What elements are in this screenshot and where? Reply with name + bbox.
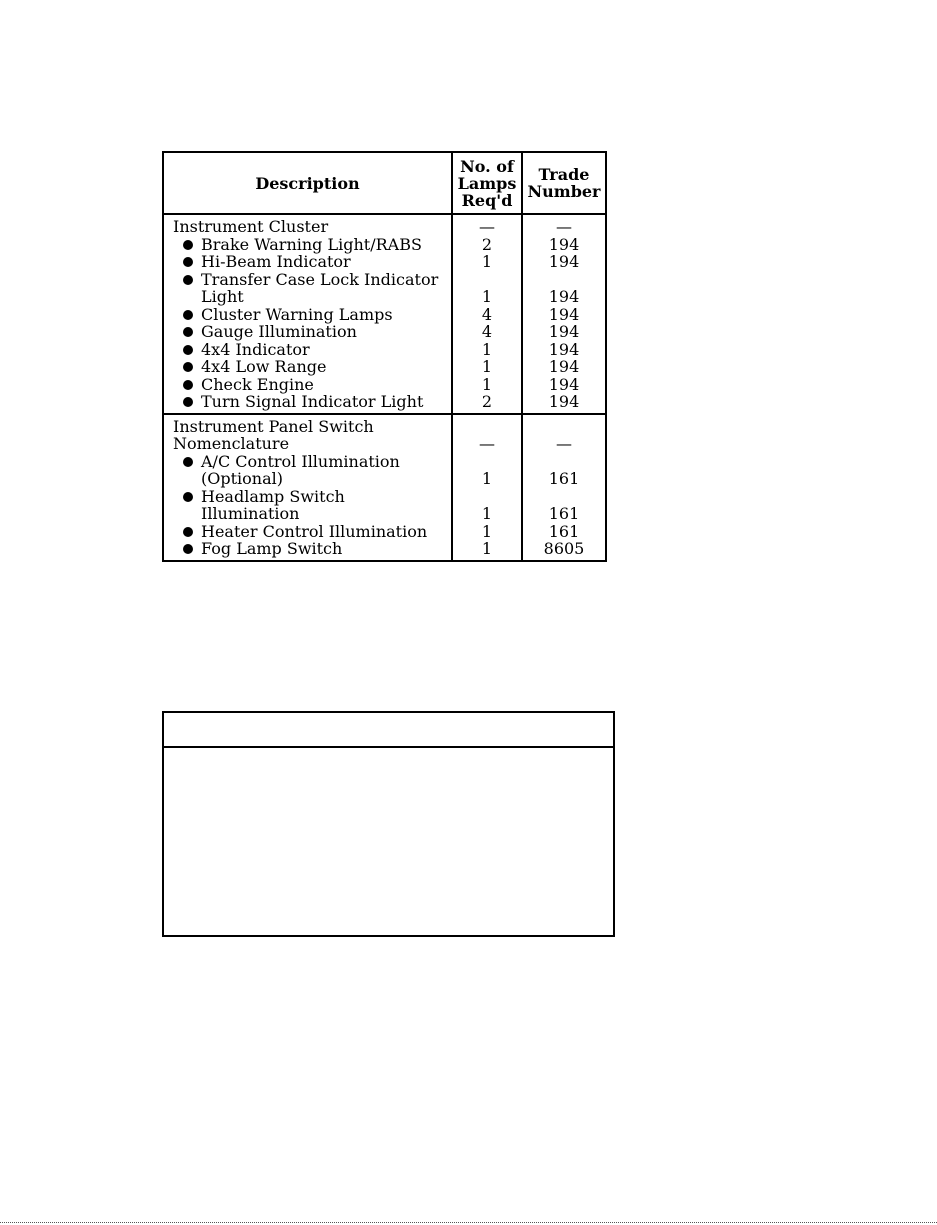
description-column <box>164 215 451 413</box>
row-trade-number: 194 <box>548 252 580 271</box>
row-lamps-required: 1 <box>481 469 493 488</box>
row-lamps-required: 1 <box>481 357 493 376</box>
empty-box-header <box>164 713 613 748</box>
page-edge-divider <box>0 1222 937 1223</box>
lamps-required-column <box>451 415 521 560</box>
lamps-required-column <box>451 215 521 413</box>
trade-number-column <box>521 415 605 560</box>
row-lamps-required: 1 <box>481 539 493 558</box>
row-lamps-required: 1 <box>481 287 493 306</box>
row-trade-number: 8605 <box>543 539 585 558</box>
row-spacer <box>453 271 521 289</box>
bullet-icon <box>183 457 193 467</box>
row-trade-number: — <box>556 217 572 236</box>
table-header <box>164 153 605 215</box>
row-description-text: Nomenclature <box>173 434 290 453</box>
row-spacer <box>453 488 521 506</box>
row-description <box>164 470 451 488</box>
header-lamps-required: No. of Lamps Req'd <box>451 153 521 213</box>
row-description-text: Headlamp Switch <box>201 486 345 506</box>
row-spacer <box>523 418 605 436</box>
row-spacer <box>523 271 605 289</box>
row-description <box>164 323 451 341</box>
row-description <box>164 236 451 254</box>
empty-box <box>162 711 615 937</box>
bullet-icon <box>183 362 193 372</box>
row-description <box>164 306 451 324</box>
row-trade-number: 194 <box>548 322 580 341</box>
row-description-text: Cluster Warning Lamps <box>201 304 393 324</box>
row-trade-number: — <box>556 434 572 453</box>
row-description-text: 4x4 Low Range <box>201 357 327 376</box>
row-description <box>164 418 451 436</box>
row-description <box>164 218 451 236</box>
bullet-icon <box>183 380 193 390</box>
row-spacer <box>523 488 605 506</box>
row-description-text: Instrument Cluster <box>173 217 329 236</box>
row-description-text: Check Engine <box>201 374 314 394</box>
bullet-icon <box>183 397 193 407</box>
row-description <box>164 453 451 471</box>
row-trade-number: 194 <box>548 339 580 359</box>
row-description-text: 4x4 Indicator <box>201 339 310 359</box>
row-description <box>164 488 451 506</box>
bullet-icon <box>183 527 193 537</box>
row-description-text: Heater Control Illumination <box>201 521 428 541</box>
row-description-text: (Optional) <box>201 469 283 488</box>
row-description <box>164 253 451 271</box>
row-description <box>164 435 451 453</box>
row-trade-number: 194 <box>548 392 580 411</box>
row-description-text: Transfer Case Lock Indicator <box>201 269 439 289</box>
row-lamps-required: 2 <box>481 234 493 254</box>
row-description <box>164 271 451 289</box>
row-trade-number: 161 <box>548 504 580 523</box>
row-spacer <box>453 453 521 471</box>
row-description <box>164 523 451 541</box>
row-trade-number: 161 <box>548 469 580 488</box>
row-lamps-required: 1 <box>481 504 493 523</box>
header-trade-number: Trade Number <box>521 153 605 213</box>
row-trade-number: 194 <box>548 287 580 306</box>
bullet-icon <box>183 345 193 355</box>
row-lamps-required: 1 <box>481 374 493 394</box>
row-description-text: A/C Control Illumination <box>201 451 400 471</box>
row-description-text: Light <box>201 287 244 306</box>
bullet-icon <box>183 310 193 320</box>
row-description <box>164 358 451 376</box>
row-description <box>164 376 451 394</box>
row-description <box>164 540 451 558</box>
table-section <box>164 215 605 413</box>
row-lamps-required: — <box>479 217 495 236</box>
row-description-text: Gauge Illumination <box>201 322 357 341</box>
row-trade-number: 194 <box>548 234 580 254</box>
row-trade-number: 161 <box>548 521 580 541</box>
row-lamps-required: 1 <box>481 521 493 541</box>
row-description-text: Brake Warning Light/RABS <box>201 234 422 254</box>
row-lamps-required: 1 <box>481 252 493 271</box>
lamp-table <box>162 151 607 562</box>
bullet-icon <box>183 275 193 285</box>
row-description <box>164 288 451 306</box>
row-lamps-required: 2 <box>481 392 493 411</box>
bullet-icon <box>183 257 193 267</box>
bullet-icon <box>183 240 193 250</box>
bullet-icon <box>183 544 193 554</box>
row-lamps-required: 4 <box>481 304 493 324</box>
row-description-text: Instrument Panel Switch <box>173 416 374 436</box>
row-description <box>164 341 451 359</box>
row-trade-number: 194 <box>548 304 580 324</box>
bullet-icon <box>183 327 193 337</box>
table-section <box>164 413 605 560</box>
trade-number-column <box>521 215 605 413</box>
description-column <box>164 415 451 560</box>
bullet-icon <box>183 492 193 502</box>
row-trade-number: 194 <box>548 374 580 394</box>
row-trade-number: 194 <box>548 357 580 376</box>
row-spacer <box>453 418 521 436</box>
row-lamps-required: 1 <box>481 339 493 359</box>
row-lamps-required: — <box>479 434 495 453</box>
header-description: Description <box>255 173 360 193</box>
table-body <box>164 215 605 560</box>
row-description-text: Turn Signal Indicator Light <box>201 392 424 411</box>
row-description-text: Illumination <box>201 504 300 523</box>
row-spacer <box>523 453 605 471</box>
row-description <box>164 393 451 411</box>
row-description-text: Hi-Beam Indicator <box>201 252 351 271</box>
row-lamps-required: 4 <box>481 322 493 341</box>
row-description <box>164 505 451 523</box>
row-description-text: Fog Lamp Switch <box>201 539 343 558</box>
